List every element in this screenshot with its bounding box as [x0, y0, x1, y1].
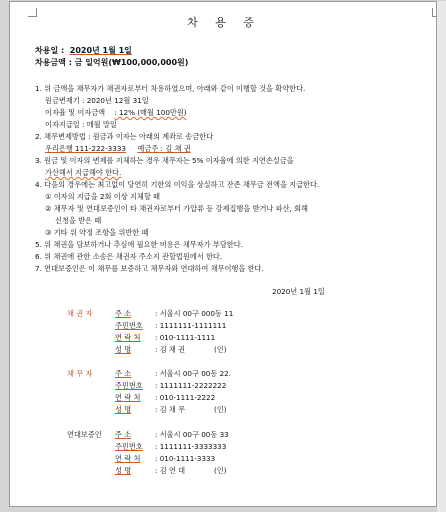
article-6: 6. 위 채권에 관한 소송은 채권자 주소지 관할법원에서 한다.: [35, 252, 223, 261]
document-title: 차 용 증: [187, 16, 261, 29]
creditor-seal: (인): [214, 345, 227, 354]
creditor-phone: : 010-1111-1111: [155, 333, 216, 342]
party-guarantor-role: 연대보증인: [67, 430, 102, 439]
creditor-id-label: 주민번호: [115, 321, 143, 330]
article-5: 5. 위 채권을 담보하거나 추심에 필요한 비용은 채무자가 부담한다.: [35, 240, 243, 249]
guarantor-name: : 김 연 대: [155, 466, 186, 475]
debtor-id: : 1111111-2222222: [155, 381, 227, 390]
interest-rate: 이자율 및 이자금액 : 12% (매월 100만원): [45, 108, 187, 117]
guarantor-seal: (인): [214, 466, 227, 475]
guarantor-id: : 1111111-3333333: [155, 442, 227, 451]
article-2: 2. 채무변제방법 : 원금과 이자는 아래의 계좌로 송금한다: [35, 132, 214, 141]
article-3-line-1: 3. 원금 및 이자의 변제를 지체하는 경우 채무자는 5% 이자율에 의한 지연손실금을: [35, 156, 294, 165]
loan-date: 차용일 : 2020년 1월 1일: [35, 46, 132, 55]
creditor-id: : 1111111-1111111: [155, 321, 227, 330]
sign-date: 2020년 1월 1일: [272, 287, 325, 296]
creditor-name-label: 성 명: [115, 345, 132, 354]
article-4-item-1: ① 이자의 지급을 2회 이상 지체할 때: [45, 192, 160, 201]
article-1: 1. 위 금액을 채무자가 채권자로부터 차용하였으며, 아래와 같이 이행할 것을 확약한다.: [35, 84, 306, 93]
debtor-phone-label: 연 락 처: [115, 393, 141, 402]
debtor-seal: (인): [214, 405, 227, 414]
debtor-address-label: 주 소: [115, 369, 132, 378]
guarantor-phone: : 010-1111-3333: [155, 454, 216, 463]
bank-account: 우리은행 111-222-3333 예금주 : 김 채 권: [45, 144, 191, 153]
repay-date: 원금변제기 : 2020년 12월 31일: [45, 96, 149, 105]
guarantor-id-label: 주민번호: [115, 442, 143, 451]
guarantor-phone-label: 연 락 처: [115, 454, 141, 463]
creditor-address-label: 주 소: [115, 309, 132, 318]
creditor-name: : 김 채 권: [155, 345, 186, 354]
debtor-phone: : 010-1111-2222: [155, 393, 216, 402]
guarantor-address: : 서울시 00구 00동 33: [155, 430, 229, 439]
document-page: [9, 1, 437, 507]
creditor-address: : 서울시 00구 000동 11: [155, 309, 234, 318]
guarantor-address-label: 주 소: [115, 430, 132, 439]
vertical-scrollbar[interactable]: [437, 1, 446, 512]
debtor-id-label: 주민번호: [115, 381, 143, 390]
guarantor-name-label: 성 명: [115, 466, 132, 475]
loan-amount: 차용금액 : 금 일억원(₩100,000,000원): [35, 58, 189, 67]
party-creditor-role: 채 권 자: [67, 309, 93, 318]
interest-pay-date: 이자지급일 : 매월 말일: [45, 120, 117, 129]
party-debtor-role: 채 무 자: [67, 369, 93, 378]
debtor-address: : 서울시 00구 00동 22.: [155, 369, 231, 378]
article-3-line-2: 가산해서 지급해야 한다.: [45, 168, 122, 177]
article-4-item-2: ② 채무자 및 연대보증인이 타 채권자로부터 가압류 등 강제집행을 받거나 파산, 회해: [45, 204, 308, 213]
article-4-item-2-cont: 신청을 받은 때: [55, 216, 102, 225]
debtor-name: : 김 채 무: [155, 405, 186, 414]
article-4-item-3: ③ 기타 위 약정 조항을 위반한 때: [45, 228, 149, 237]
article-4: 4. 다음의 경우에는 최고없이 당연히 기한의 이익을 상실하고 잔존 채무금 전액을 지급한다.: [35, 180, 320, 189]
creditor-phone-label: 연 락 처: [115, 333, 141, 342]
article-7: 7. 연대보증인은 이 채무를 보증하고 채무자와 연대하여 채무이행을 한다.: [35, 264, 264, 273]
debtor-name-label: 성 명: [115, 405, 132, 414]
